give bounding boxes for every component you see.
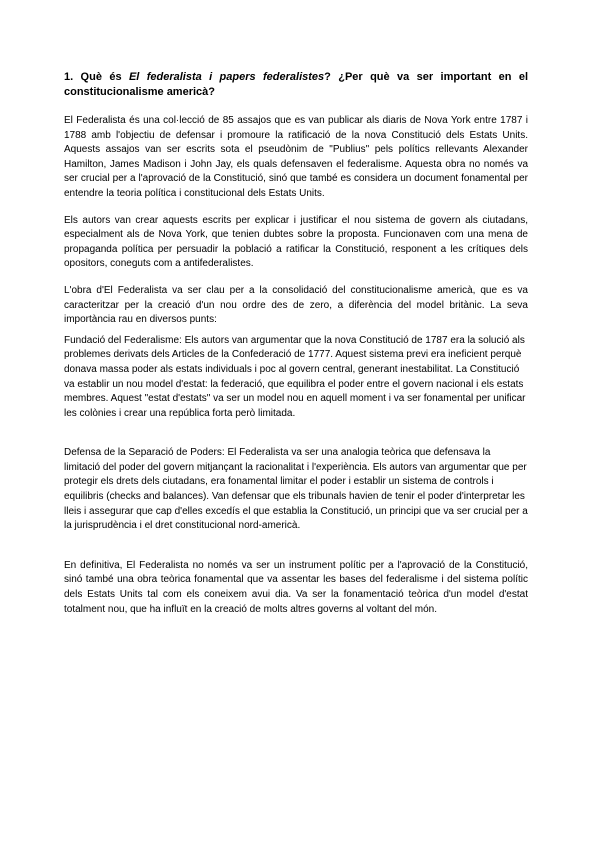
document-page bbox=[64, 70, 528, 629]
paragraph-conclusion: En definitiva, El Federalista no només va ser un instrument polític per a l'aprovació de la Constitució, sinó també una obra teòrica fonamental que va assentar les bases del federalisme i del sistema polític dels Estats Units tal com els coneixem avui dia. Va ser la fonamentació teòrica d'un model d'estat totalment nou, que ha influït en la creació de molts altres governs al voltant del món. bbox=[64, 559, 528, 615]
paragraph-intro: El Federalista és una col·lecció de 85 assajos que es van publicar als diaris de Nova York entre 1787 i 1788 amb l'objectiu de defensar i promoure la ratificació de la nova Constitució dels Estats Units. Aquests assajos van ser escrits sota el pseudònim de "Publius" pels polítics rellevants Alexander Hamilton, James Madison i John Jay, els quals defensaven el federalisme. Aquesta obra no només va ser crucial per a l'aprovació de la Constitució, sinó que també es considera un document fonamental per entendre la teoria política i constitucional dels Estats Units. bbox=[64, 115, 528, 199]
paragraph-importance: L'obra d'El Federalista va ser clau per a la consolidació del constitucionalisme americà, que es va caracteritzar per la creació d'un nou ordre des de zero, a diferència del model britànic. La seva importància rau en diversos punts: bbox=[64, 284, 528, 326]
question-number: 1. Què és bbox=[64, 71, 122, 83]
question-title-italic: El federalista i papers federalistes bbox=[128, 71, 325, 83]
paragraph-authors: Els autors van crear aquests escrits per explicar i justificar el nou sistema de govern als ciutadans, especialment als de Nova York, que tenien dubtes sobre la proposta. Funcionaven com una mena de propaganda política per persuadir la població a ratificar la Constitució, responent a les crítiques dels opositors, coneguts com a antifederalistes. bbox=[64, 214, 528, 270]
paragraph-separation-of-powers: Defensa de la Separació de Poders: El Federalista va ser una analogia teòrica que defensava la limitació del poder del govern mitjançant la racionalitat i l'experiència. Els autors van argumentar que per protegir els drets dels ciutadans, era fonamental limitar el poder i establir un sistema de controls i equilibris (checks and balances). Van defensar que els tribunals havien de tenir el poder d'interpretar les lleis i assegurar que cap d'elles excedís el que establia la Constitució, un principi que va ser crucial per a la jurisprudència i el dret constitucional nord-americà. bbox=[64, 447, 528, 532]
question-rest: ? ¿Per què va ser important en el constitucionalisme americà? bbox=[64, 71, 529, 98]
paragraph-federalism: Fundació del Federalisme: Els autors van argumentar que la nova Constitució de 1787 era la solució als problemes derivats dels Articles de la Confederació de 1777. Aquest sistema previ era ineficient perquè donava massa poder als estats individuals i poc al govern central, generant inestabilitat. La Constitució va establir un nou model d'estat: la federació, que equilibra el poder entre el govern nacional i els estats membres. Aquest "estat d'estats" va ser un model nou en aquell moment i va ser fonamental per unificar les colònies i crear una república forta però limitada. bbox=[64, 334, 526, 419]
question-heading bbox=[64, 70, 528, 100]
